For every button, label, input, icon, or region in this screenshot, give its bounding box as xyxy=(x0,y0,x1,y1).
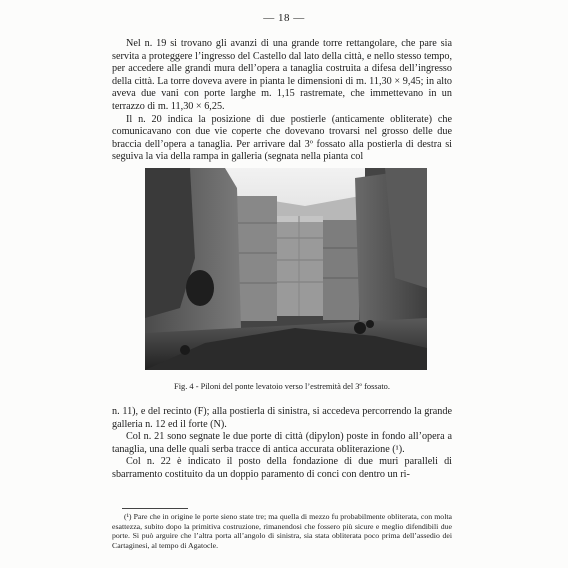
paragraph-torre: Nel n. 19 si trovano gli avanzi di una grande torre rettangolare, che pare sia servita a proteggere l’ingresso del Castello dal lato della città, e nello stesso tempo, per accedere alle grandi mura dell’opera a tanaglia costruita a difesa dell’ingresso della città. La torre doveva avere in pianta le dimensioni di m. 11,30 × 9,45; in alto aveva due vani con porte larghe m. 1,15 rastremate, che immettevano in un terrazzo di m. 11,30 × 6,25. xyxy=(112,38,452,112)
paragraph-muri-paralleli: Col n. 22 è indicato il posto della fondazione di due muri paralleli di sbarramento costituito da un doppio paramento di conci con dentro un ri- xyxy=(112,456,452,480)
figure-caption: Fig. 4 - Piloni del ponte levatoio verso l’estremità del 3º fossato. xyxy=(174,382,390,391)
paragraph-postierle: Il n. 20 indica la posizione di due postierle (anticamente obliterate) che comunicavano con due vie coperte che dovevano trovarsi nel grosso delle due braccia dell’opera a tanaglia. Per arrivare dal 3º fossato alla postierla di destra si seguiva la via della rampa in galleria (segnata nella pianta col xyxy=(112,113,452,163)
paragraph-continuation: n. 11), e del recinto (F); alla postierla di sinistra, si accedeva percorrendo la grande galleria n. 12 ed il forte (N). xyxy=(112,406,452,430)
footnote xyxy=(112,512,452,550)
page-number: — 18 — xyxy=(263,12,305,24)
footnote-text: (¹) Pare che in origine le porte sieno state tre; ma quella di mezzo fu probabilmente obliterata, con molta esattezza, subito dopo la primitiva costruzione, rimanendosi che fossero più sicure e meglio difendibili due porte. Si può arguire che l’altra porta all’angolo di sinistra, sia stata obliterata poco prima dell’assedio dei Cartaginesi, al tempo di Agatocle. xyxy=(112,512,452,550)
body-text-bottom xyxy=(112,406,452,482)
body-text-top xyxy=(112,38,452,164)
figure-photo-piloni xyxy=(145,168,427,370)
paragraph-porte-citta: Col n. 21 sono segnate le due porte di città (dipylon) poste in fondo all’opera a tanaglia, una delle quali serba tracce di antica accurata obliterazione (¹). xyxy=(112,431,452,455)
footnote-separator xyxy=(122,508,188,509)
